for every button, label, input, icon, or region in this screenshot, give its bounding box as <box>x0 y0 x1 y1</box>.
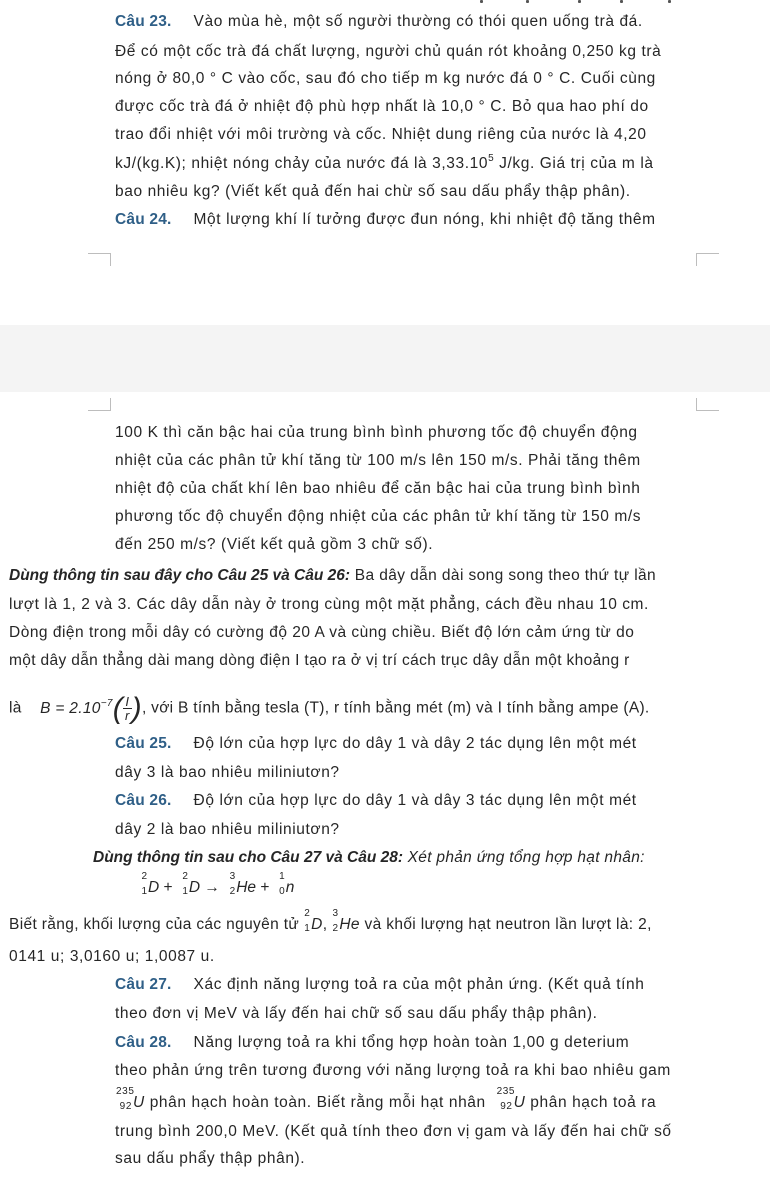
masses-line-2: 0141 u; 3,0160 u; 1,0087 u. <box>9 948 215 965</box>
q26-line-1: Câu 26. Độ lớn của hợp lực do dây 1 và dây 3 tác dụng lên một mét <box>115 792 637 809</box>
q23-line-6: kJ/(kg.K); nhiệt nóng chảy của nước đá là 3,33.10$^5$ J/kg. Giá trị của m là <box>115 153 654 172</box>
crop-mark-bottom-left <box>88 398 111 411</box>
q23-label: Câu 23. <box>115 13 172 30</box>
q24-label: Câu 24. <box>115 211 172 228</box>
q25-line-2: dây 3 là bao nhiêu miliniutơn? <box>115 764 340 781</box>
crop-mark-top-right <box>696 253 719 266</box>
q28-line-1: Câu 28. Năng lượng toả ra khi tổng hợp hoàn toàn 1,00 g deterium <box>115 1034 630 1051</box>
q24-line-4: nhiệt độ của chất khí lên bao nhiêu để căn bậc hai của trung bình bình <box>115 480 641 497</box>
q27-line-2: theo đơn vị MeV và lấy đến hai chữ số sau dấu phẩy thập phân). <box>115 1005 598 1022</box>
q24-line-3: nhiệt của các phân tử khí tăng từ 100 m/s lên 150 m/s. Phải tăng thêm <box>115 452 641 469</box>
q28-line-2: theo phản ứng trên tương đương với năng lượng toả ra khi bao nhiêu gam <box>115 1062 671 1079</box>
info-25-26-line-4: một dây dẫn thẳng dài mang dòng điện I tạo ra ở vị trí cách trục dây dẫn một khoảng r <box>9 652 630 669</box>
q23-line-4: được cốc trà đá ở nhiệt độ phù hợp nhất là 10,0 ° C. Bỏ qua hao phí do <box>115 98 649 115</box>
previous-page-cutoff <box>480 0 680 3</box>
masses-line-1: Biết rằng, khối lượng của các nguyên tử 2 1 D, 3 2 He và khối lượng hạt neutron lần lượt là: 2, <box>9 908 652 934</box>
fusion-reaction-equation: 2 1 D + 2 1 D → 3 2 He + 1 0 n <box>141 871 295 897</box>
q23-line-3: nóng ở 80,0 ° C vào cốc, sau đó cho tiếp m kg nước đá 0 ° C. Cuối cùng <box>115 70 656 87</box>
info-25-26-intro: Dùng thông tin sau đây cho Câu 25 và Câu 26: <box>9 567 351 584</box>
q23-line-7: bao nhiêu kg? (Viết kết quả đến hai chừ số sau dấu phẩy thập phân). <box>115 183 631 200</box>
q28-line-3: 235 92 U phân hạch hoàn toàn. Biết rằng mỗi hạt nhân 235 92 U phân hạch toả ra <box>116 1086 657 1112</box>
q24-line-1: Câu 24. Một lượng khí lí tưởng được đun nóng, khi nhiệt độ tăng thêm <box>115 211 656 228</box>
q23-line-5: trao đổi nhiệt với môi trường và cốc. Nhiệt dung riêng của nước là 4,20 <box>115 126 647 143</box>
page-break-band <box>0 325 770 392</box>
q25-line-1: Câu 25. Độ lớn của hợp lực do dây 1 và dây 2 tác dụng lên một mét <box>115 735 637 752</box>
q26-line-2: dây 2 là bao nhiêu miliniutơn? <box>115 821 340 838</box>
info-27-28-line-1: Dùng thông tin sau cho Câu 27 và Câu 28: Xét phản ứng tổng hợp hạt nhân: <box>93 849 645 866</box>
q27-line-1: Câu 27. Xác định năng lượng toả ra của một phản ứng. (Kết quả tính <box>115 976 645 993</box>
q27-label: Câu 27. <box>115 976 172 993</box>
crop-mark-top-left <box>88 253 111 266</box>
info-25-26-line-2: lượt là 1, 2 và 3. Các dây dẫn này ở trong cùng một mặt phẳng, cách đều nhau 10 cm. <box>9 596 649 613</box>
q28-label: Câu 28. <box>115 1034 172 1051</box>
magnetic-field-formula: $B = 2.10^{-7}$( $\frac{I}{r}$ ) <box>40 691 142 725</box>
info-25-26-line-3: Dòng điện trong mỗi dây có cường độ 20 A và cùng chiều. Biết độ lớn cảm ứng từ do <box>9 624 635 641</box>
info-25-26-line-5: là $B = 2.10^{-7}$( $\frac{I}{r}$ ), với B tính bằng tesla (T), r tính bằng mét (m) và I tính bằng ampe (A). <box>9 691 650 725</box>
info-27-28-intro: Dùng thông tin sau cho Câu 27 và Câu 28: <box>93 849 404 866</box>
q24-line-6: đến 250 m/s? (Viết kết quả gồm 3 chữ số). <box>115 536 434 553</box>
q28-line-4: trung bình 200,0 MeV. (Kết quả tính theo đơn vị gam và lấy đến hai chữ số <box>115 1123 672 1140</box>
crop-mark-bottom-right <box>696 398 719 411</box>
q26-label: Câu 26. <box>115 792 172 809</box>
q25-label: Câu 25. <box>115 735 172 752</box>
q23-line-1: Câu 23. Vào mùa hè, một số người thường có thói quen uống trà đá. <box>115 13 643 30</box>
q24-line-5: phương tốc độ chuyển động nhiệt của các phân tử khí tăng từ 150 m/s <box>115 508 642 525</box>
q28-line-5: sau dấu phẩy thập phân). <box>115 1150 306 1167</box>
info-25-26-line-1: Dùng thông tin sau đây cho Câu 25 và Câu 26: Ba dây dẫn dài song song theo thứ tự lần <box>9 567 657 584</box>
q23-line-2: Để có một cốc trà đá chất lượng, người chủ quán rót khoảng 0,250 kg trà <box>115 43 662 60</box>
q24-line-2: 100 K thì căn bậc hai của trung bình bình phương tốc độ chuyển động <box>115 424 638 441</box>
